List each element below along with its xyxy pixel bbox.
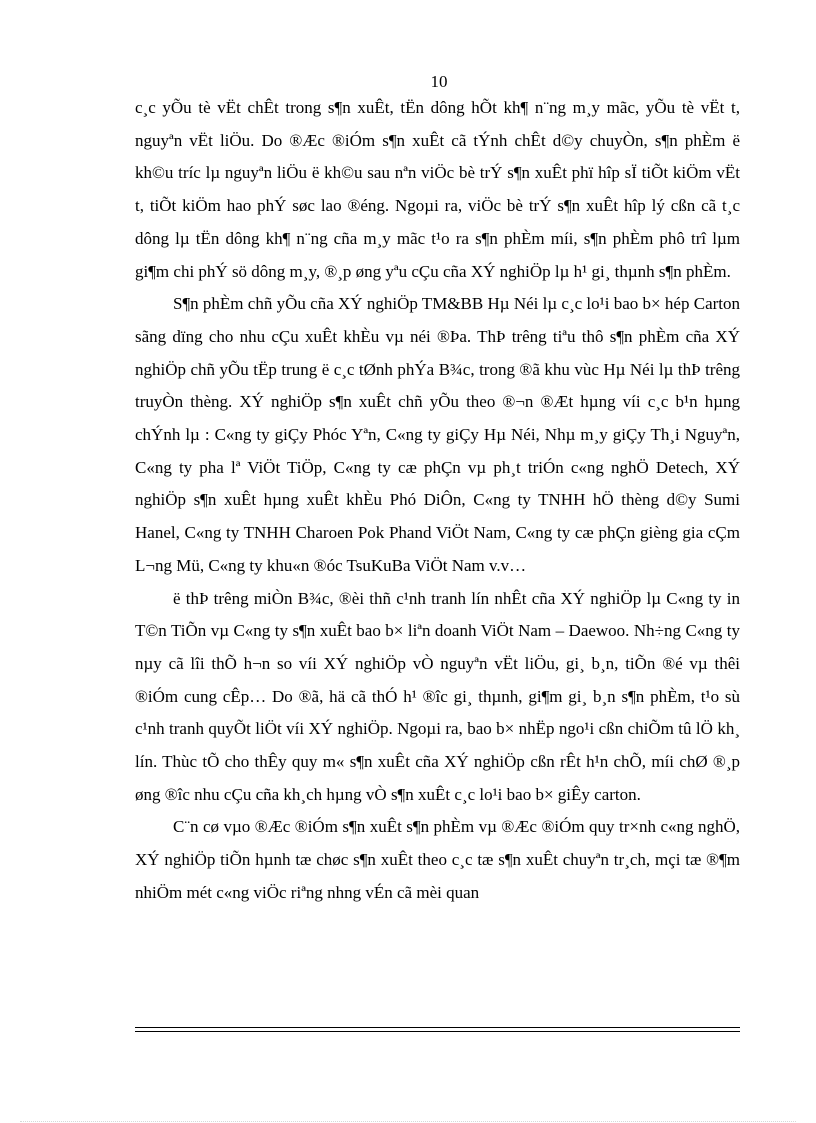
- page-bottom-dotted-line: [20, 1121, 796, 1122]
- footer-double-rule: [135, 1027, 740, 1032]
- paragraph: ë thÞ trêng miÒn B¾c, ®èi thñ c¹nh tranh lín nhÊt cña XÝ nghiÖp lµ C«ng ty in T©n TiÕn vµ C«ng ty s¶n xuÊt bao b× liªn doanh ViÖt Nam – Daewoo. Nh÷ng C«ng ty nµy cã lîi thÕ h¬n so víi XÝ nghiÖp vÒ nguyªn vËt liÖu, gi¸ b¸n, tiÕn ®é vµ thêi ®iÓm cung cÊp… Do ®ã, hä cã thÓ h¹ ®îc gi¸ thµnh, gi¶m gi¸ b¸n s¶n phÈm, t¹o sù c¹nh tranh quyÕt liÖt víi XÝ nghiÖp. Ngoµi ra, bao b× nhËp ngo¹i cßn chiÕm tû lÖ kh¸ lín. Thùc tÕ cho thÊy quy m« s¶n xuÊt cña XÝ nghiÖp cßn rÊt h¹n chÕ, míi chØ ®¸p øng ®îc nhu cÇu cña kh¸ch hµng vÒ s¶n xuÊt c¸c lo¹i bao b× giÊy carton.: [135, 588, 740, 804]
- paragraph: C¨n cø vµo ®Æc ®iÓm s¶n xuÊt s¶n phÈm vµ ®Æc ®iÓm quy tr×nh c«ng nghÖ, XÝ nghiÖp tiÕn hµnh tæ chøc s¶n xuÊt theo c¸c tæ s¶n xuÊt chuyªn tr¸ch, mçi tæ ®¶m nhiÖm mét c«ng viÖc riªng nhng vÉn cã mèi quan: [135, 817, 740, 902]
- paragraph: c¸c yÕu tè vËt chÊt trong s¶n xuÊt, tËn dông hÕt kh¶ n¨ng m¸y mãc, yÕu tè vËt t, nguyªn vËt liÖu. Do ®Æc ®iÓm s¶n xuÊt cã tÝnh chÊt d©y chuyÒn, s¶n phÈm ë kh©u tríc lµ nguyªn liÖu ë kh©u sau nªn viÖc bè trÝ s¶n xuÊt phï hîp sÏ tiÕt kiÖm vËt t, tiÕt kiÖm hao phÝ søc lao ®éng. Ngoµi ra, viÖc bè trÝ s¶n xuÊt hîp lý cßn cã t¸c dông lµ tËn dông kh¶ n¨ng cña m¸y mãc t¹o ra s¶n phÈm míi, s¶n phÈm phô trî lµm gi¶m chi phÝ sö dông m¸y, ®¸p øng yªu cÇu cña XÝ nghiÖp lµ h¹ gi¸ thµnh s¶n phÈm.: [135, 98, 740, 281]
- page-number: 10: [430, 72, 448, 91]
- paragraph: S¶n phÈm chñ yÕu cña XÝ nghiÖp TM&BB Hµ Néi lµ c¸c lo¹i bao b× hép Carton sãng dïng cho nhu cÇu xuÊt khÈu vµ néi ®Þa. ThÞ trêng tiªu thô s¶n phÈm cña XÝ nghiÖp chñ yÕu tËp trung ë c¸c tØnh phÝa B¾c, trong ®ã khu vùc Hµ Néi lµ thÞ trêng truyÒn thèng. XÝ nghiÖp s¶n xuÊt chñ yÕu theo ®¬n ®Æt hµng víi c¸c b¹n hµng chÝnh lµ : C«ng ty giÇy Phóc Yªn, C«ng ty giÇy Hµ Néi, Nhµ m¸y giÇy Th¸i Nguyªn, C«ng ty pha lª ViÖt TiÖp, C«ng ty cæ phÇn vµ ph¸t triÓn c«ng nghÖ Detech, XÝ nghiÖp s¶n xuÊt hµng xuÊt khÈu Phó DiÔn, C«ng ty TNHH hÖ thèng d©y Sumi Hanel, C«ng ty TNHH Charoen Pok Phand ViÖt Nam, C«ng ty cæ phÇn gièng gia cÇm L¬ng Mü, C«ng ty khu«n ®óc TsuKuBa ViÖt Nam v.v…: [135, 294, 740, 575]
- body-text: [135, 92, 740, 910]
